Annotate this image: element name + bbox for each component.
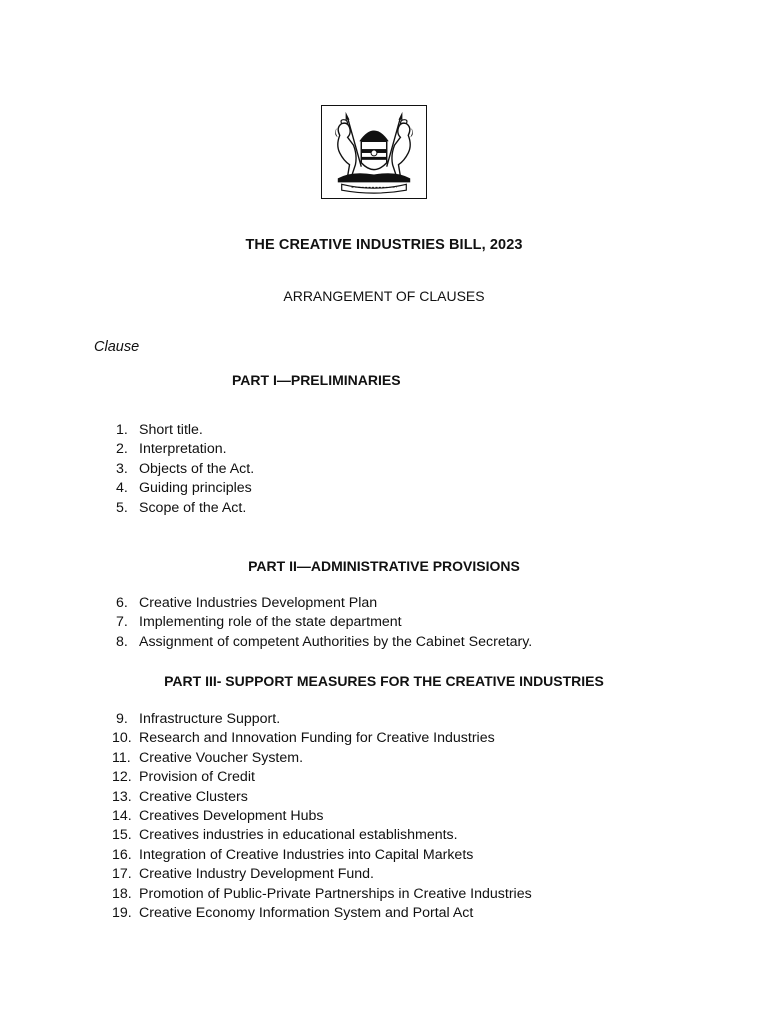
clause-item — [112, 613, 532, 632]
clause-item — [112, 421, 254, 440]
clause-number: 11. — [112, 749, 131, 766]
clause-text: Implementing role of the state department — [139, 614, 402, 631]
clause-item — [112, 633, 532, 652]
clause-number: 18. — [112, 885, 132, 902]
clause-number: 6. — [116, 595, 128, 611]
clause-number: 13. — [112, 788, 132, 805]
clause-item — [112, 865, 532, 884]
clause-number: 17. — [112, 866, 132, 883]
clause-text: Infrastructure Support. — [139, 711, 281, 727]
clause-text: Guiding principles — [139, 480, 252, 497]
clause-text: Creative Economy Information System and Portal Act — [139, 904, 474, 921]
clause-number: 8. — [116, 633, 128, 650]
document-title: THE CREATIVE INDUSTRIES BILL, 2023 — [245, 237, 523, 253]
clause-item — [112, 885, 532, 904]
clause-text: Objects of the Act. — [139, 460, 255, 477]
clause-text: Creatives industries in educational establishments. — [139, 827, 458, 844]
clause-item — [112, 440, 254, 459]
clause-list — [112, 421, 254, 518]
clause-text: Creative Voucher System. — [139, 749, 304, 766]
clause-text: Interpretation. — [139, 441, 227, 458]
clause-item — [112, 460, 254, 479]
clause-number: 7. — [116, 614, 128, 631]
clause-item — [112, 807, 532, 826]
clause-text: Integration of Creative Industries into Capital Markets — [139, 846, 474, 863]
clause-number: 3. — [116, 460, 128, 477]
clause-item — [112, 826, 532, 845]
clause-text: Creatives Development Hubs — [139, 807, 324, 824]
clause-number: 4. — [116, 480, 128, 497]
clause-list — [112, 594, 532, 652]
clause-text: Research and Innovation Funding for Creative Industries — [139, 730, 495, 747]
clause-number: 19. — [112, 904, 132, 921]
clause-item — [112, 479, 254, 498]
clause-item — [112, 749, 532, 768]
clause-item — [112, 499, 254, 518]
clause-list — [112, 710, 532, 923]
clause-item — [112, 846, 532, 865]
clause-number: 5. — [116, 499, 128, 516]
clause-number: 1. — [116, 422, 128, 438]
part-heading: PART III- SUPPORT MEASURES FOR THE CREATIVE INDUSTRIES — [164, 673, 604, 689]
clause-text: Scope of the Act. — [139, 499, 247, 516]
clause-column-label: Clause — [94, 339, 140, 355]
clause-number: 14. — [112, 807, 132, 824]
clause-item — [112, 768, 532, 787]
clause-text: Provision of Credit — [139, 769, 255, 786]
clause-number: 12. — [112, 769, 132, 786]
coat-of-arms-icon — [322, 106, 426, 198]
document-subtitle: ARRANGEMENT OF CLAUSES — [283, 288, 485, 304]
clause-text: Short title. — [139, 422, 203, 438]
clause-number: 10. — [112, 730, 132, 747]
clause-item — [112, 710, 532, 729]
clause-number: 2. — [116, 441, 128, 458]
clause-text: Promotion of Public-Private Partnerships in Creative Industries — [139, 885, 532, 902]
part-heading: PART II—ADMINISTRATIVE PROVISIONS — [248, 558, 520, 574]
clause-text: Creative Industries Development Plan — [139, 595, 378, 611]
clause-item — [112, 594, 532, 613]
clause-text: Creative Clusters — [139, 788, 248, 805]
clause-text: Assignment of competent Authorities by the Cabinet Secretary. — [139, 633, 533, 650]
clause-item — [112, 788, 532, 807]
part-heading: PART I—PRELIMINARIES — [232, 372, 401, 388]
clause-number: 9. — [116, 711, 128, 727]
clause-number: 16. — [112, 846, 132, 863]
clause-item — [112, 729, 532, 748]
clause-item — [112, 904, 532, 923]
clause-text: Creative Industry Development Fund. — [139, 866, 374, 883]
coat-of-arms-emblem — [321, 105, 427, 199]
clause-number: 15. — [112, 827, 132, 844]
